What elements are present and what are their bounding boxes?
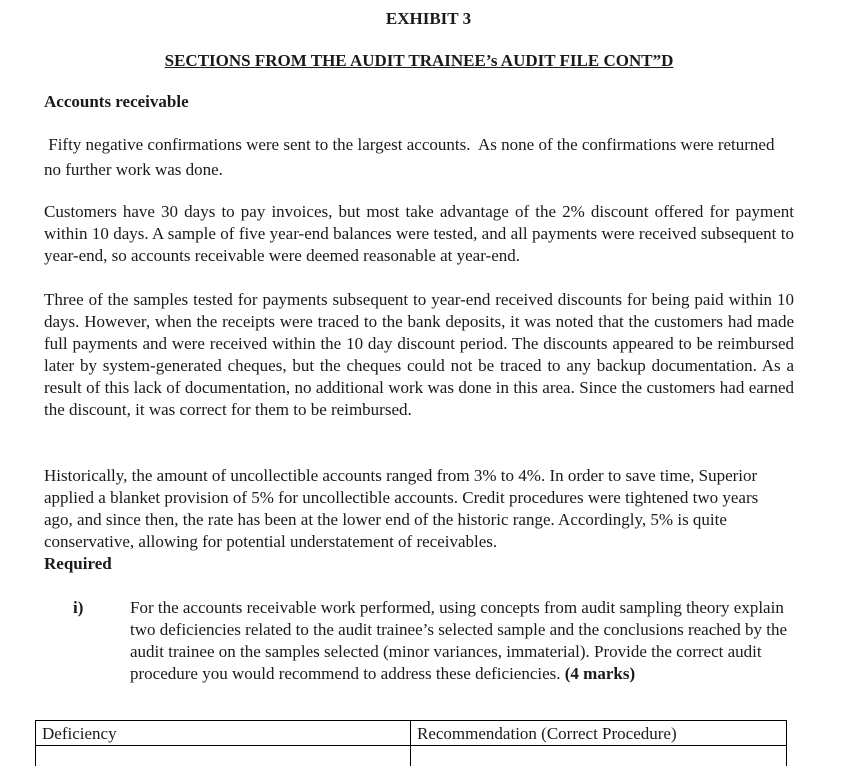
table-header-deficiency: Deficiency <box>42 724 117 743</box>
question-text <box>130 597 790 685</box>
paragraph-payment-terms: Customers have 30 days to pay invoices, but most take advantage of the 2% discount offered for payment within 10 days. A sample of five year-end balances were tested, and all payments were received subsequent to year-end, so accounts receivable were deemed reasonable at year-end. <box>44 202 794 265</box>
section-title: SECTIONS FROM THE AUDIT TRAINEE’s AUDIT FILE CONT”D <box>164 51 674 70</box>
question-marks: (4 marks) <box>564 664 636 683</box>
paragraph-uncollectible: Historically, the amount of uncollectible accounts ranged from 3% to 4%. In order to save time, Superior applied a blanket provision of 5% for uncollectible accounts. Credit procedures were tightened two years ago, and since then, the rate has been at the lower end of the historic range. Accordingly, 5% is quite conservative, allowing for potential understatement of receivables. <box>44 466 759 551</box>
table-header-recommendation: Recommendation (Correct Procedure) <box>410 721 786 766</box>
answer-table <box>35 720 787 766</box>
required-label: Required <box>44 554 112 573</box>
accounts-receivable-heading: Accounts receivable <box>44 92 189 111</box>
question-body: For the accounts receivable work performed, using concepts from audit sampling theory explain two deficiencies related to the audit trainee’s selected sample and the conclusions reached by the audit trainee on the samples selected (minor variances, immaterial). Provide the correct audit procedure you would recommend to address these deficiencies. <box>130 598 788 683</box>
question-number: i) <box>73 598 84 617</box>
paragraph-confirmations: Fifty negative confirmations were sent to the largest accounts. As none of the confirmations were returned no further work was done. <box>44 135 779 179</box>
paragraph-discounts: Three of the samples tested for payments subsequent to year-end received discounts for being paid within 10 days. However, when the receipts were traced to the bank deposits, it was noted that the customers had made full payments and were received within the 10 day discount period. The discounts appeared to be reimbursed later by system-generated cheques, but the cheques could not be traced to any backup documentation. As a result of this lack of documentation, no additional work was done in this area. Since the customers had earned the discount, it was correct for them to be reimbursed. <box>44 290 794 419</box>
table-row-divider <box>36 745 786 746</box>
exhibit-title: EXHIBIT 3 <box>385 9 472 28</box>
